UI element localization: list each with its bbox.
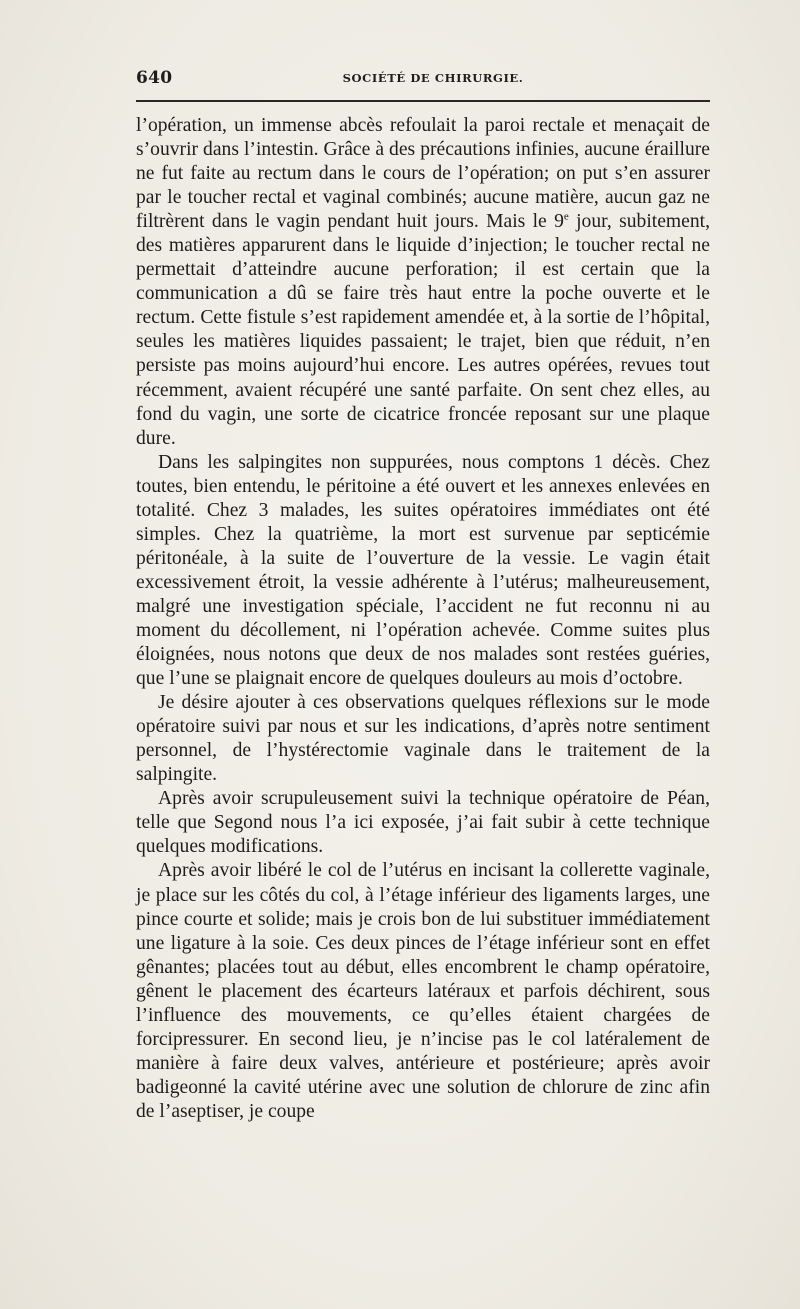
page-number: 640 bbox=[136, 68, 173, 88]
body-text bbox=[136, 114, 710, 1124]
paragraph-3: Je désire ajouter à ces observations quelques réflexions sur le mode opératoire suivi par nous et sur les indications, d’après notre sentiment personnel, de l’hystérectomie vaginale dans le traitement de la salpingite. bbox=[136, 692, 710, 786]
paragraph-1: l’opération, un immense abcès refoulait la paroi rectale et menaçait de s’ouvrir dans l’intestin. Grâce à des précautions infinies, aucune éraillure ne fut faite au rectum dans le cours de l’opération; on put s’en assurer par le toucher rectal et vaginal combinés; aucune matière, aucun gaz ne filtrèrent dans le vagin pendant huit jours. Mais le 9e jour, subitement, des matières apparurent dans le liquide d’injection; le toucher rectal ne permettait d’atteindre aucune perforation; il est certain que la communication a dû se faire très haut entre la poche ouverte et le rectum. Cette fistule s’est rapidement amendée et, à la sortie de l’hôpital, seules les matières liquides passaient; le trajet, bien que réduit, n’en persiste pas moins aujourd’hui encore. Les autres opérées, revues tout récemment, avaient récupéré une santé parfaite. On sent chez elles, au fond du vagin, une sorte de cicatrice froncée reposant sur une plaque dure. bbox=[136, 115, 710, 449]
paragraph-2: Dans les salpingites non suppurées, nous comptons 1 décès. Chez toutes, bien entendu, le péritoine a été ouvert et les annexes enlevées en totalité. Chez 3 malades, les suites opératoires immédiates ont été simples. Chez la quatrième, la mort est survenue par septicémie péritonéale, à la suite de l’ouverture de la vessie. Le vagin était excessivement étroit, la vessie adhérente à l’utérus; malheureusement, malgré une investigation spéciale, l’accident ne fut reconnu ni au moment du décollement, ni l’opération achevée. Comme suites plus éloignées, nous notons que deux de nos malades sont restées guéries, que l’une se plaignait encore de quelques douleurs au mois d’octobre. bbox=[136, 451, 710, 690]
running-title: SOCIÉTÉ DE CHIRURGIE. bbox=[342, 71, 524, 85]
paragraph-5: Après avoir libéré le col de l’utérus en incisant la collerette vaginale, je place sur les côtés du col, à l’étage inférieur des ligaments larges, une pince courte et solide; mais je crois bon de lui substituer immédiatement une ligature à la soie. Ces deux pinces de l’étage inférieur sont en effet gênantes; placées tout au début, elles encombrent le champ opératoire, gênent le placement des écarteurs latéraux et parfois déchirent, sous l’influence des mouvements, ce qu’elles étaient chargées de forcipressurer. En second lieu, je n’incise pas le col latéralement de manière à faire deux valves, antérieure et postérieure; après avoir badigeonné la cavité utérine avec une solution de chlorure de zinc afin de l’aseptiser, je coupe bbox=[136, 860, 710, 1122]
header-rule bbox=[136, 100, 710, 102]
paragraph-4: Après avoir scrupuleusement suivi la technique opératoire de Péan, telle que Segond nous l’a ici exposée, j’ai fait subir à cette technique quelques modifications. bbox=[136, 788, 710, 858]
page-header bbox=[136, 68, 710, 92]
